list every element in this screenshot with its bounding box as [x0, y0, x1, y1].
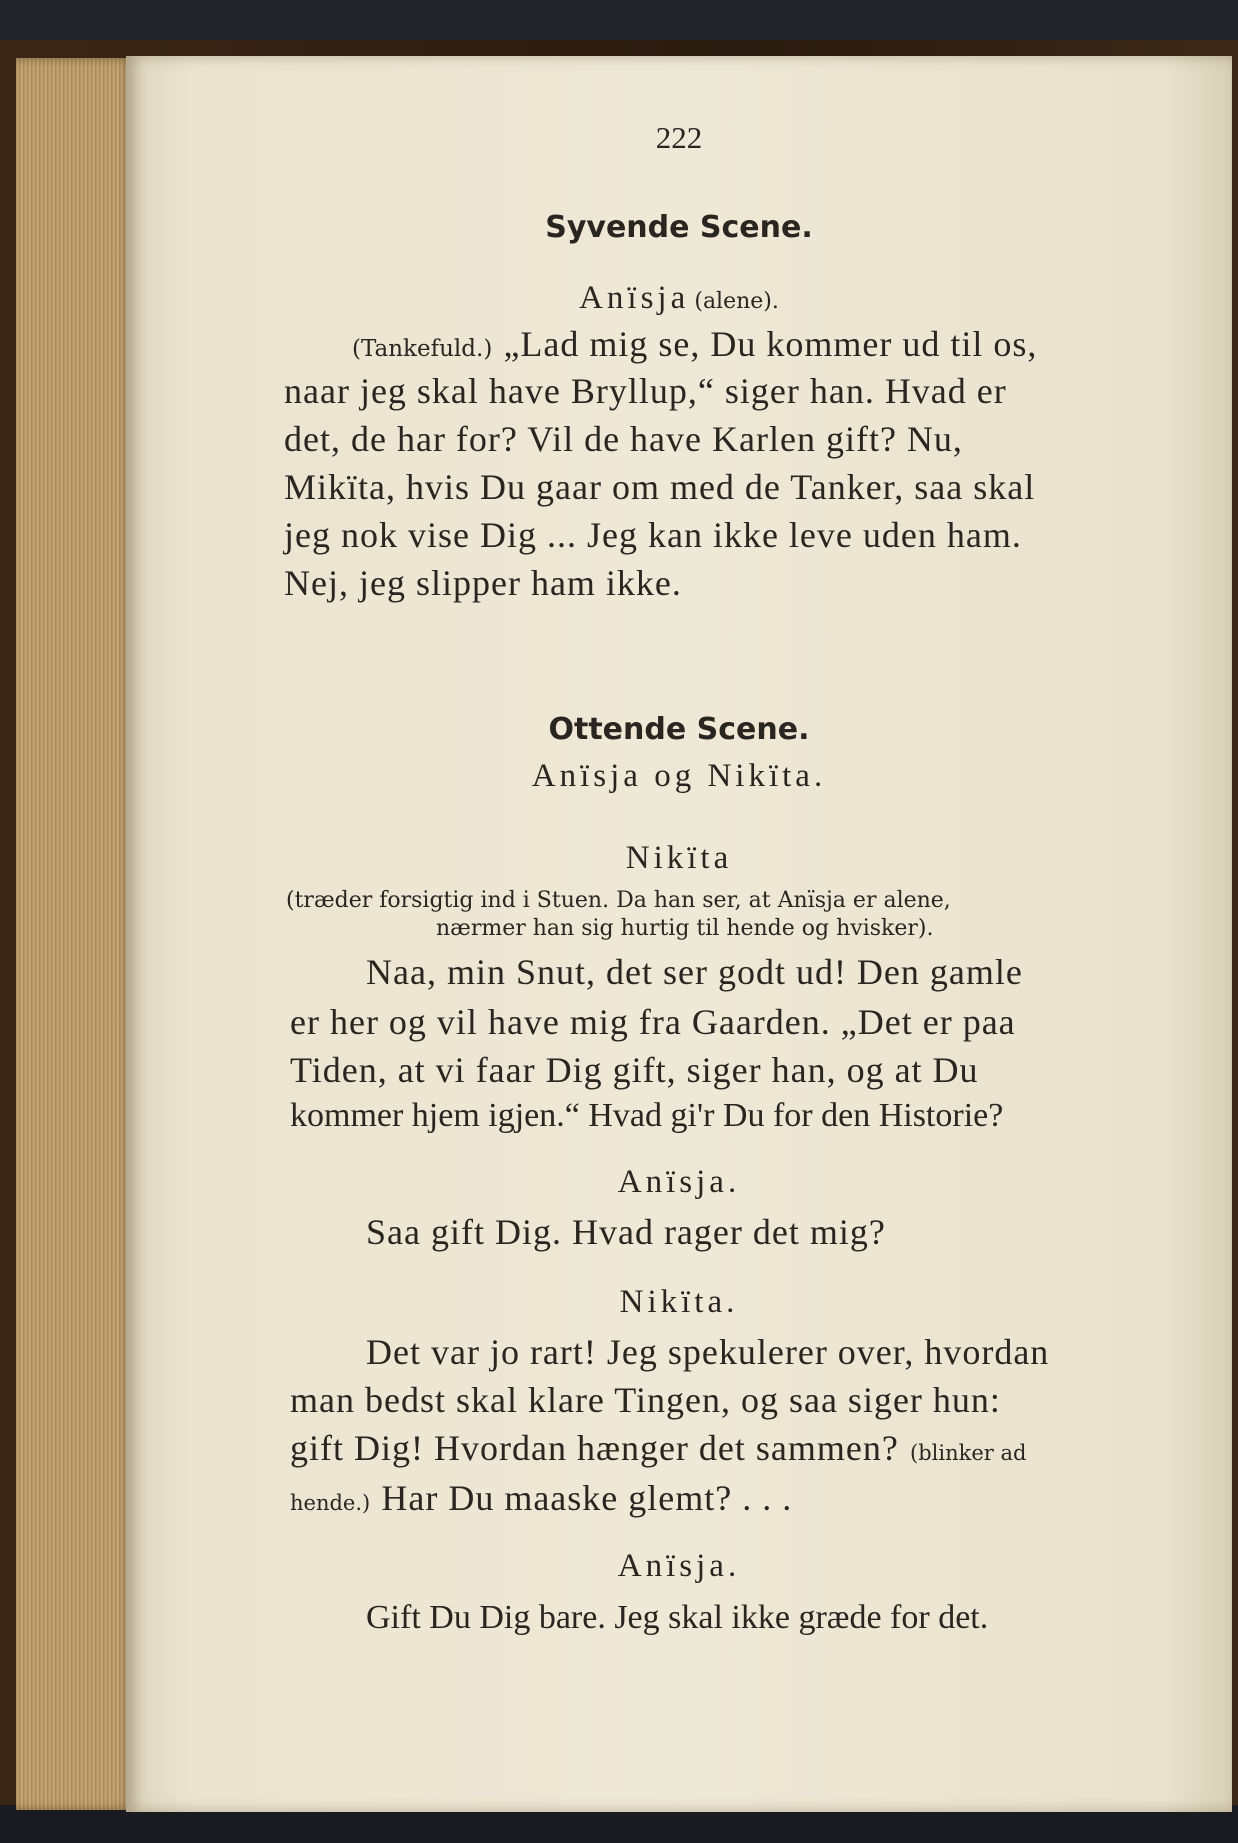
stage-direction: (Tankefuld.) — [352, 336, 493, 362]
text-line: Mikïta, hvis Du gaar om med de Tanker, saa skal — [284, 467, 1036, 507]
character-list: Anïsja og Nikïta. — [531, 758, 827, 794]
speaker-name: Anïsja — [579, 280, 690, 316]
text-line — [352, 322, 1037, 371]
text-line — [290, 1476, 792, 1525]
text-line: man bedst skal klare Tingen, og saa siger hun: — [290, 1380, 1001, 1420]
stage-direction: (blinker ad — [910, 1441, 1027, 1465]
stage-direction: (alene). — [694, 289, 779, 314]
speaker-name: Anïsja. — [617, 1548, 741, 1584]
text-line: jeg nok vise Dig ... Jeg kan ikke leve uden ham. — [284, 515, 1022, 555]
text-line: Tiden, at vi faar Dig gift, siger han, og at Du — [290, 1050, 979, 1090]
speaker-name: Nikïta — [625, 840, 733, 876]
text-line: Saa gift Dig. Hvad rager det mig? — [366, 1212, 886, 1252]
text-line: kommer hjem igjen.“ Hvad gi'r Du for den Historie? — [290, 1097, 1004, 1134]
speaker-line — [126, 280, 1232, 317]
text-line: Gift Du Dig bare. Jeg skal ikke græde for det. — [366, 1599, 989, 1636]
stage-direction: (træder forsigtig ind i Stuen. Da han ser, at Anïsja er alene, — [286, 888, 951, 913]
text-line: Naa, min Snut, det ser godt ud! Den gamle — [366, 952, 1023, 992]
scene-heading: Syvende Scene. — [545, 210, 813, 245]
stage-direction: nærmer han sig hurtig til hende og hvisker). — [436, 916, 934, 941]
text-line: det, de har for? Vil de have Karlen gift? Nu, — [284, 419, 963, 459]
speech-text: gift Dig! Hvordan hænger det sammen? — [290, 1428, 899, 1468]
text-line: naar jeg skal have Bryllup,“ siger han. Hvad er — [284, 371, 1007, 411]
page-number: 222 — [655, 120, 703, 155]
speech-text: Har Du maaske glemt? . . . — [381, 1478, 793, 1518]
text-line: Nej, jeg slipper ham ikke. — [284, 563, 682, 603]
speaker-name: Anïsja. — [617, 1164, 741, 1200]
text-line — [290, 1426, 1026, 1475]
stage-direction: hende.) — [290, 1491, 371, 1515]
scene-heading: Ottende Scene. — [548, 712, 810, 747]
speech-text: „Lad mig se, Du kommer ud til os, — [503, 324, 1038, 364]
text-line: Det var jo rart! Jeg spekulerer over, hvordan — [366, 1332, 1050, 1372]
speaker-name: Nikïta. — [619, 1284, 739, 1320]
text-line: er her og vil have mig fra Gaarden. „Det er paa — [290, 1002, 1016, 1042]
